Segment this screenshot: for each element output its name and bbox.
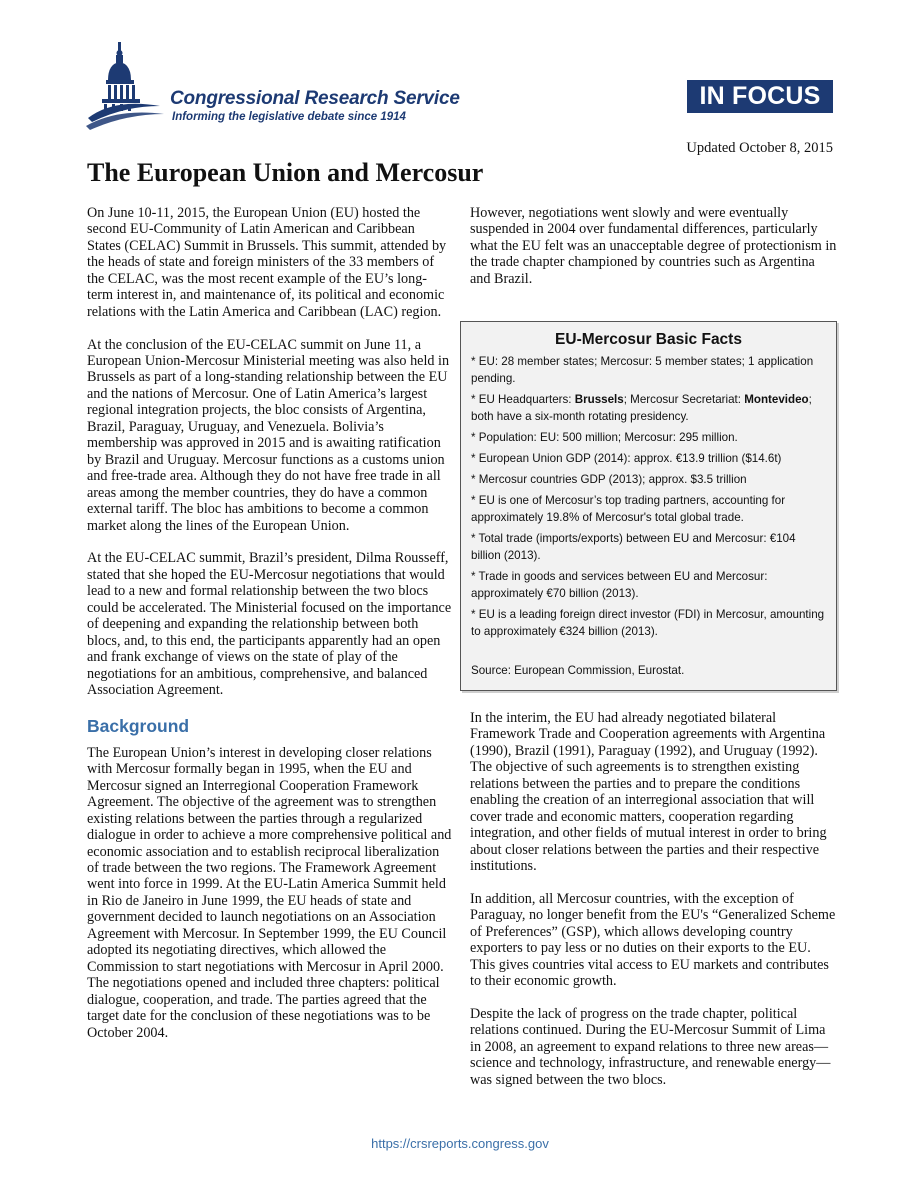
fact-total-trade: * Total trade (imports/exports) between EU and Mercosur: €104 billion (2013). [471, 532, 796, 562]
capitol-dome-logo-icon [84, 40, 166, 130]
org-tagline: Informing the legislative debate since 1914 [172, 111, 406, 123]
basic-facts-box [460, 321, 837, 691]
fact-mercosur-gdp: * Mercosur countries GDP (2013); approx. $3.5 trillion [471, 473, 747, 486]
footer-url-link[interactable]: https://crsreports.congress.gov [371, 1136, 549, 1151]
summit-paragraph: At the EU-CELAC summit, Brazil’s president, Dilma Rousseff, stated that she hoped the EU-Mercosur negotiations that would lead to a new and formal relationship between the two blocs could be accelerated. The Ministerial focused on the importance of deepening and expanding the relationship between both blocs, and, to this end, the participants apparently had an open and frank exchange of views on the state of play of the negotiations for an ambitious, comprehensive, and balanced Association Agreement. [87, 550, 452, 699]
org-name: Congressional Research Service [170, 88, 460, 109]
in-focus-badge: IN FOCUS [687, 80, 833, 113]
negotiations-paragraph: However, negotiations went slowly and were eventually suspended in 2004 over fundamental differences, particularly what the EU felt was an unacceptable degree of protectionism in the trade chapter championed by countries such as Argentina and Brazil. [470, 205, 837, 287]
fact-members: * EU: 28 member states; Mercosur: 5 member states; 1 application pending. [471, 355, 814, 385]
document-title: The European Union and Mercosur [87, 158, 484, 187]
facts-box-title: EU-Mercosur Basic Facts [555, 331, 742, 348]
gsp-paragraph: In addition, all Mercosur countries, with the exception of Paraguay, no longer benefit from the EU's “Generalized Scheme of Preferences” (GSP), which allows developing country exporters to pay less or no duties on their exports to the EU. This gives countries vital access to EU markets and contributes to their economic growth. [470, 890, 836, 990]
montevideo-label: Montevideo [744, 393, 809, 406]
bilateral-agreements-paragraph: In the interim, the EU had already negotiated bilateral Framework Trade and Cooperation agreements with Argentina (1990), Brazil (1991), Paraguay (1992), and Uruguay (1992). The objective of such agreements is to strengthen existing relations between the parties and to prepare the conditions enabling the creation of an interregional association that will cover trade and economic matters, cooperation regarding integration, and other fields of mutual interest in order to bring about closer relations between the parties and their respective institutions. [470, 710, 827, 875]
right-column-bottom [470, 710, 838, 1105]
fact-trading-partner: * EU is one of Mercosur’s top trading partners, accounting for approximately 19.8% of Mercosur's total global trade. [471, 494, 786, 524]
ministerial-paragraph: At the conclusion of the EU-CELAC summit on June 11, a European Union-Mercosur Ministerial meeting was also held in Brussels as part of a long-standing relationship between the EU and the nations of Mercosur. One of Latin America’s largest regional integration projects, the bloc consists of Argentina, Brazil, Paraguay, Uruguay, and Venezuela. Bolivia’s membership was approved in 2015 and is awaiting ratification by Brazil and Uruguay. Mercosur functions as a customs union and free-trade area. Although they do not have free trade in all areas among the member countries, they do have a common external tariff. The bloc has ambitions to become a common market along the lines of the European Union. [87, 336, 450, 534]
section-heading-background: Background [87, 715, 190, 736]
fact-population: * Population: EU: 500 million; Mercosur: 295 million. [471, 431, 738, 444]
page-header [0, 0, 920, 156]
facts-source: Source: European Commission, Eurostat. [471, 664, 685, 677]
fact-goods-services-trade: * Trade in goods and services between EU and Mercosur: approximately €70 billion (2013). [471, 570, 768, 600]
updated-date: Updated October 8, 2015 [686, 140, 833, 156]
fact-headquarters: * EU Headquarters: Brussels; Mercosur Secretariat: Montevideo; both have a six-month rotating presidency. [471, 393, 812, 423]
fact-eu-gdp: * European Union GDP (2014): approx. €13.9 trillion ($14.6t) [471, 452, 782, 465]
left-column [87, 205, 452, 1057]
background-paragraph: The European Union’s interest in developing closer relations with Mercosur formally began in 1995, when the EU and Mercosur signed an Interregional Cooperation Framework Agreement. The objective of the agreement was to strengthen existing relations between the parties through a regularized dialogue in order to achieve a more comprehensive political and economic association and to establish reciprocal liberalization of trade between the two regions. The Framework Agreement went into force in 1999. At the EU-Latin America Summit held in Rio de Janeiro in June 1999, the EU heads of state and government decided to launch negotiations on an Association Agreement with Mercosur. In September 1999, the EU Council adopted its negotiating directives, which allowed the Commission to start negotiations with Mercosur in April 2000. The negotiations opened and included three chapters: political dialogue, cooperation, and trade. The parties agreed that the target date for the conclusion of these negotiations was to be October 2004. [87, 744, 452, 1041]
intro-paragraph: On June 10-11, 2015, the European Union (EU) hosted the second EU-Community of Latin American and Caribbean States (CELAC) Summit in Brussels. This summit, attended by the heads of state and foreign ministers of the 33 members of the CELAC, was the most recent example of the EU’s long-term interest in, and maintenance of, its political and economic relations with the Latin America and Caribbean (LAC) region. [87, 205, 447, 320]
right-column-top [470, 205, 838, 304]
political-relations-paragraph: Despite the lack of progress on the trade chapter, political relations continued. During the EU-Mercosur Summit of Lima in 2008, an agreement to expand relations to three new areas—science and technology, infrastructure, and renewable energy—was signed between the two blocs. [470, 1006, 831, 1088]
brussels-label: Brussels [574, 393, 624, 406]
fact-fdi: * EU is a leading foreign direct investor (FDI) in Mercosur, amounting to approximately €324 billion (2013). [471, 608, 825, 638]
